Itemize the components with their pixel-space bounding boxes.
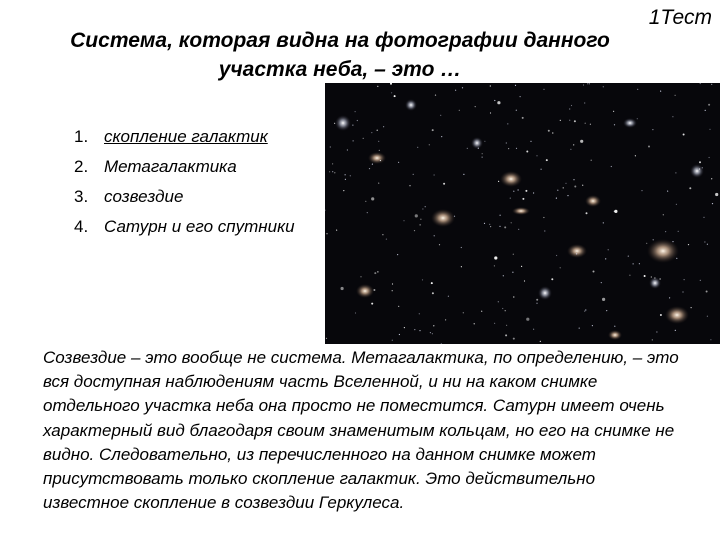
option-label: созвездие (104, 187, 184, 206)
option-label: Сатурн и его спутники (104, 217, 295, 236)
option-number: 2. (74, 157, 89, 176)
answer-option-4[interactable] (74, 212, 295, 242)
starfield-image (325, 83, 720, 344)
galaxy-cluster-photo (325, 83, 720, 344)
answer-option-1[interactable] (74, 122, 295, 152)
option-number: 1. (74, 127, 89, 146)
option-label: скопление галактик (104, 127, 268, 146)
answer-explanation: Созвездие – это вообще не система. Метагалактика, по определению, – это вся доступная наблюдениям часть Вселенной, и ни на каком снимке отдельного участка неба она просто не поместится. Сатурн имеет очень характерный вид благодаря своим знаменитым кольцам, но его на снимке не видно. Следовательно, из перечисленного на данном снимке может присутствовать только скопление галактик. Это действительно известное скопление в созвездии Геркулеса. (43, 348, 679, 513)
test-tag: 1Тест (648, 6, 712, 29)
option-label: Метагалактика (104, 157, 237, 176)
option-number: 3. (74, 187, 89, 206)
answer-options (74, 122, 295, 242)
answer-option-2[interactable] (74, 152, 295, 182)
option-number: 4. (74, 217, 89, 236)
answer-option-3[interactable] (74, 182, 295, 212)
question-title: Система, которая видна на фотографии данного участка неба, – это … (70, 29, 610, 81)
